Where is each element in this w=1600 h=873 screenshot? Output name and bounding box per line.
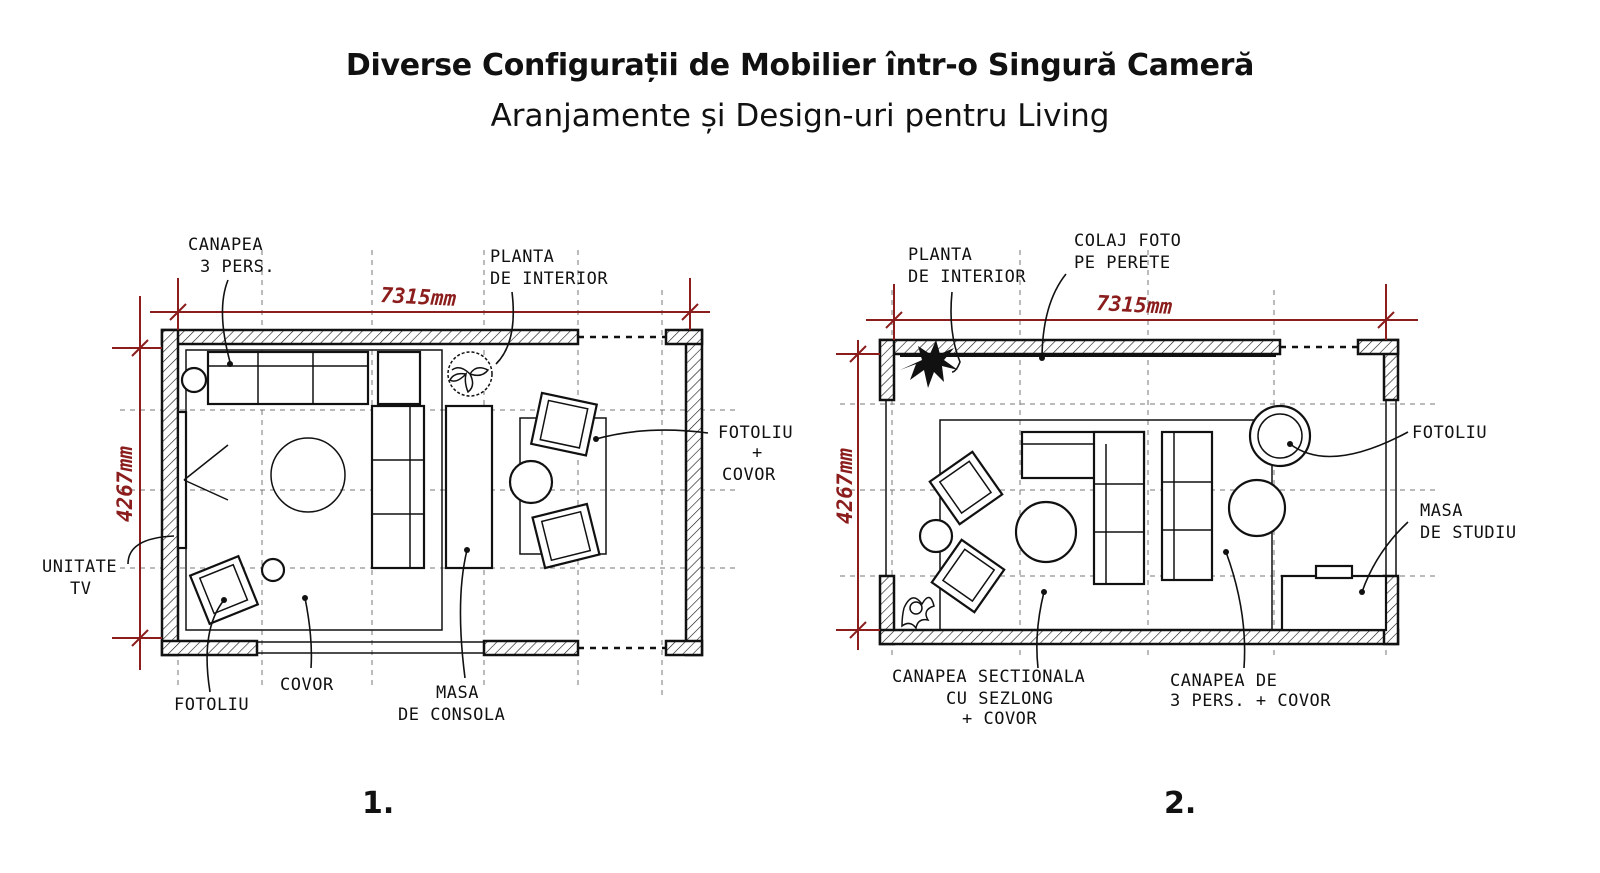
plan-2-label-plant-1: PLANTA xyxy=(908,245,973,265)
plan-1-label-plant-1: PLANTA xyxy=(490,247,555,267)
plan-2-side-table xyxy=(920,520,952,552)
plan-1-side-cabinet xyxy=(378,352,420,404)
plan-1-tv-unit xyxy=(178,412,228,548)
plan-1-height-dimension: 4267mm xyxy=(113,446,137,522)
plan-1-width-dimension: 7315mm xyxy=(379,283,457,311)
plan-2-number: 2. xyxy=(1164,786,1197,821)
plan-1-wall-right xyxy=(686,330,702,655)
plan-2-coffee-table xyxy=(1016,502,1076,562)
plan-2-round-table xyxy=(1229,480,1285,536)
plan-1-wall-stub-top xyxy=(666,330,702,344)
page-subtitle: Aranjamente și Design-uri pentru Living xyxy=(490,98,1110,134)
plan-2-label-plant-2: DE INTERIOR xyxy=(908,267,1027,287)
plan-2-label-armchair: FOTOLIU xyxy=(1412,423,1488,443)
plan-1-armchair-top xyxy=(531,393,597,456)
plan-2-label-sofa-2: 3 PERS. + COVOR xyxy=(1170,691,1332,711)
plan-1-sofa xyxy=(208,352,368,404)
plan-1-small-table xyxy=(262,559,284,581)
plan-1-label-armchair-rug-3: COVOR xyxy=(722,465,776,485)
plan-2-wall-stub xyxy=(1358,340,1398,354)
plan-1-label-plant-2: DE INTERIOR xyxy=(490,269,609,289)
plan-2 xyxy=(833,231,1517,729)
plan-1-wall-bottom-left xyxy=(162,641,257,655)
plan-1-armchair-left xyxy=(190,556,258,624)
plan-1-grid xyxy=(120,250,740,700)
plan-2-width-dimension: 7315mm xyxy=(1095,291,1173,319)
plan-1-label-rug: COVOR xyxy=(280,675,334,695)
plan-1-sofa-2 xyxy=(372,406,424,568)
plan-2-window xyxy=(1386,400,1396,576)
plan-1-label-sofa-2: 3 PERS. xyxy=(200,257,276,277)
plan-2-label-sectional-3: + COVOR xyxy=(962,709,1038,729)
plan-1-wall-bottom-right xyxy=(484,641,578,655)
plan-1-window xyxy=(257,642,484,653)
plan-1-label-sofa-1: CANAPEA xyxy=(188,235,264,255)
plan-1-label-console-2: DE CONSOLA xyxy=(398,705,506,725)
plan-2-wall-bottom xyxy=(880,630,1398,644)
plan-2-label-collage-2: PE PERETE xyxy=(1074,253,1171,273)
plan-1-number: 1. xyxy=(362,786,395,821)
plan-2-label-collage-1: COLAJ FOTO xyxy=(1074,231,1182,251)
plan-1 xyxy=(42,235,793,725)
plan-1-armchair-bottom xyxy=(533,504,600,568)
plan-2-label-sofa-1: CANAPEA DE xyxy=(1170,671,1278,691)
plan-2-armchair xyxy=(1250,406,1310,466)
plan-1-label-tv-2: TV xyxy=(70,579,92,599)
plan-2-wall-left-top xyxy=(880,340,894,400)
plan-1-label-console-1: MASA xyxy=(436,683,479,703)
plan-1-label-tv-1: UNITATE xyxy=(42,557,118,577)
plan-1-round-table xyxy=(510,461,552,503)
plan-2-sofa xyxy=(1162,432,1212,580)
plan-2-wall-top xyxy=(880,340,1280,354)
plan-2-label-desk-1: MASA xyxy=(1420,501,1463,521)
plan-2-plant-icon-2 xyxy=(902,597,934,628)
plan-2-label-sectional-2: CU SEZLONG xyxy=(946,689,1054,709)
plan-2-label-sectional-1: CANAPEA SECTIONALA xyxy=(892,667,1086,687)
plan-2-label-desk-2: DE STUDIU xyxy=(1420,523,1517,543)
plan-1-wall-stub-bottom xyxy=(666,641,702,655)
plan-1-wall-left xyxy=(162,330,178,655)
plan-1-coffee-table xyxy=(271,438,345,512)
plan-1-console-table xyxy=(446,406,492,568)
plan-1-label-armchair-rug-1: FOTOLIU xyxy=(718,423,794,443)
plan-1-side-table xyxy=(182,368,206,392)
plan-1-label-armchair: FOTOLIU xyxy=(174,695,250,715)
plan-1-plant-icon xyxy=(448,352,492,396)
page-title: Diverse Configurații de Mobilier într-o Singură Cameră xyxy=(345,48,1255,83)
plan-2-height-dimension: 4267mm xyxy=(833,448,857,524)
plan-2-desk xyxy=(1282,566,1386,630)
plan-1-label-armchair-rug-2: + xyxy=(752,443,763,463)
